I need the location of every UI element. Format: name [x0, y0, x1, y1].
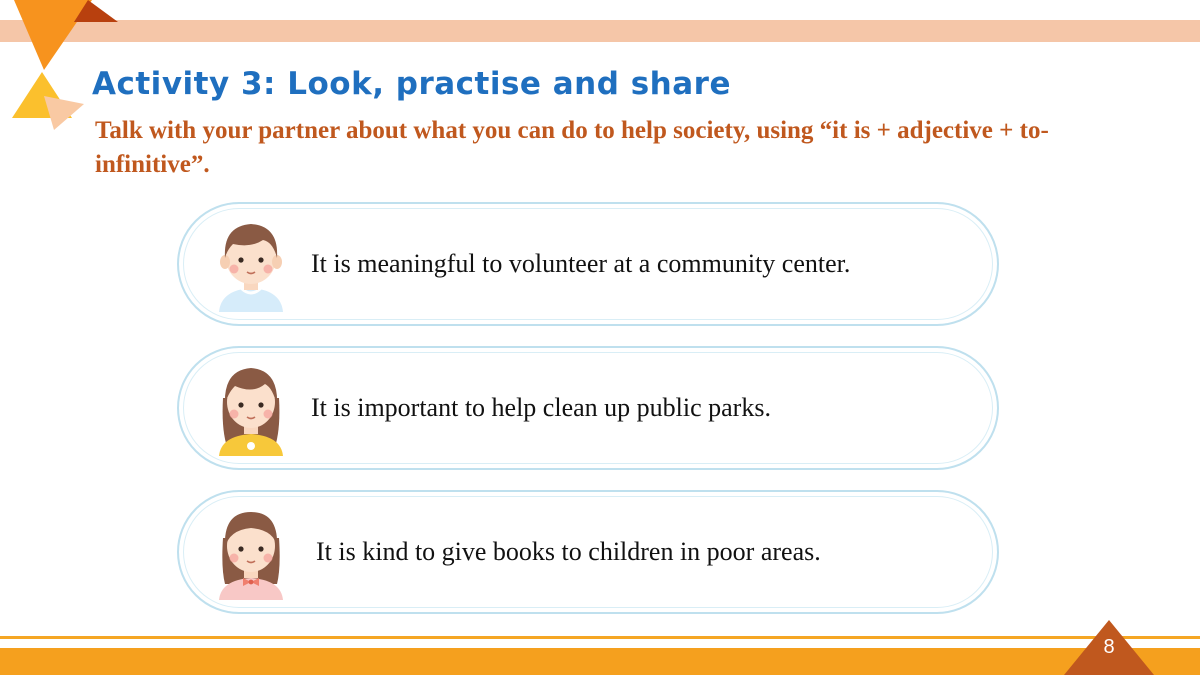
sentence-text: It is meaningful to volunteer at a community center.: [311, 249, 851, 278]
page-number: 8: [1103, 636, 1115, 658]
bottom-decor-band: [0, 648, 1200, 675]
sentence-text: It is kind to give books to children in poor areas.: [316, 537, 821, 566]
girl-avatar-icon: [215, 364, 287, 456]
boy-avatar-icon: [215, 220, 287, 312]
slide-instruction: Talk with your partner about what you can do to help society, using “it is + adjective + to-infinitive”.: [95, 117, 1049, 178]
slide-title: Activity 3: Look, practise and share: [92, 66, 731, 102]
sentence-text: It is important to help clean up public parks.: [311, 393, 771, 422]
top-decor-band: [0, 20, 1200, 42]
sentence-card: [177, 490, 999, 614]
bottom-decor-line: [0, 636, 1200, 639]
sentence-card: [177, 202, 999, 326]
girl-avatar-icon: [215, 508, 287, 600]
sentence-card: [177, 346, 999, 470]
